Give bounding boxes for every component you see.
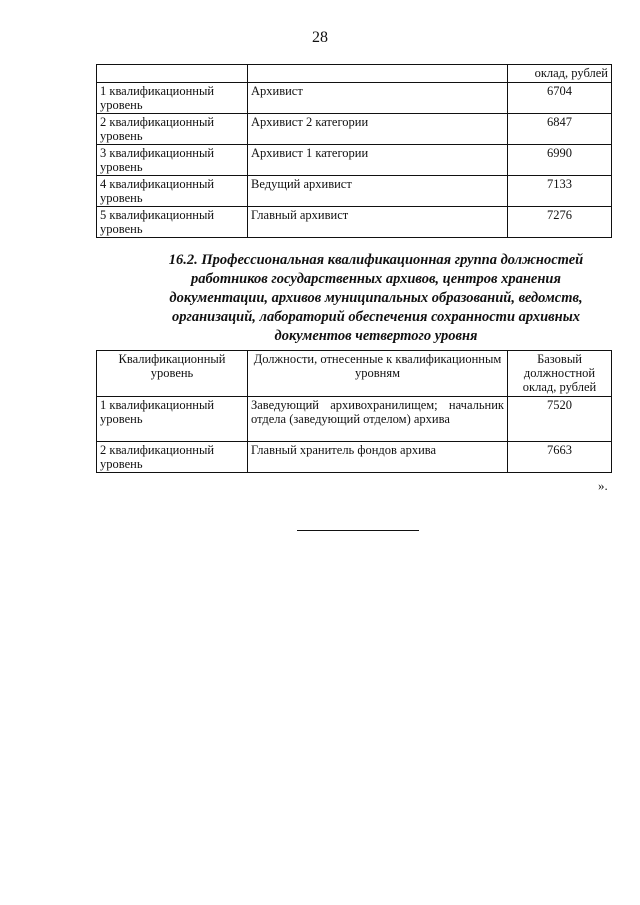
salary-cell: 7276 xyxy=(508,207,612,238)
table-row xyxy=(97,83,612,114)
table-row xyxy=(97,397,612,442)
salary-table-fourth-level xyxy=(96,350,612,473)
position-cell: Архивист xyxy=(248,83,508,114)
level-cell: 3 квалификационный уровень xyxy=(97,145,248,176)
level-cell: 2 квалификационный уровень xyxy=(97,442,248,473)
position-cell: Ведущий архивист xyxy=(248,176,508,207)
table-row xyxy=(97,207,612,238)
table-row xyxy=(97,114,612,145)
end-separator-line xyxy=(297,530,419,531)
header-cell-empty xyxy=(97,65,248,83)
salary-cell: 7133 xyxy=(508,176,612,207)
header-cell-empty xyxy=(248,65,508,83)
table-header-row xyxy=(97,351,612,397)
position-cell: Главный архивист xyxy=(248,207,508,238)
header-cell-salary: оклад, рублей xyxy=(508,65,612,83)
salary-cell: 6990 xyxy=(508,145,612,176)
position-cell: Архивист 1 категории xyxy=(248,145,508,176)
table-row xyxy=(97,145,612,176)
salary-table-archivists xyxy=(96,64,612,238)
table-row xyxy=(97,176,612,207)
level-cell: 1 квалификационный уровень xyxy=(97,83,248,114)
page-number: 28 xyxy=(312,29,328,46)
level-cell: 2 квалификационный уровень xyxy=(97,114,248,145)
level-cell: 1 квалификационный уровень xyxy=(97,397,248,442)
salary-cell: 6704 xyxy=(508,83,612,114)
level-cell: 5 квалификационный уровень xyxy=(97,207,248,238)
position-cell: Заведующий архивохранилищем; начальник отдела (заведующий отделом) архива xyxy=(248,397,508,442)
table-row xyxy=(97,442,612,473)
position-cell: Архивист 2 категории xyxy=(248,114,508,145)
level-cell: 4 квалификационный уровень xyxy=(97,176,248,207)
salary-cell: 6847 xyxy=(508,114,612,145)
header-cell-positions: Должности, отнесенные к квалификационным уровням xyxy=(248,351,508,397)
header-cell-salary: Базовый должностной оклад, рублей xyxy=(508,351,612,397)
position-cell: Главный хранитель фондов архива xyxy=(248,442,508,473)
salary-cell: 7520 xyxy=(508,397,612,442)
salary-cell: 7663 xyxy=(508,442,612,473)
header-cell-level: Квалификационный уровень xyxy=(97,351,248,397)
table-header-row xyxy=(97,65,612,83)
section-title: 16.2. Профессиональная квалификационная группа должностей работников государственных архивов, центров хранения документации, архивов муниципальных образований, ведомств, организаций, лабораторий обеспечения сохранности архивных документов четвертого уровня xyxy=(168,252,584,344)
closing-quote: ». xyxy=(598,478,608,493)
